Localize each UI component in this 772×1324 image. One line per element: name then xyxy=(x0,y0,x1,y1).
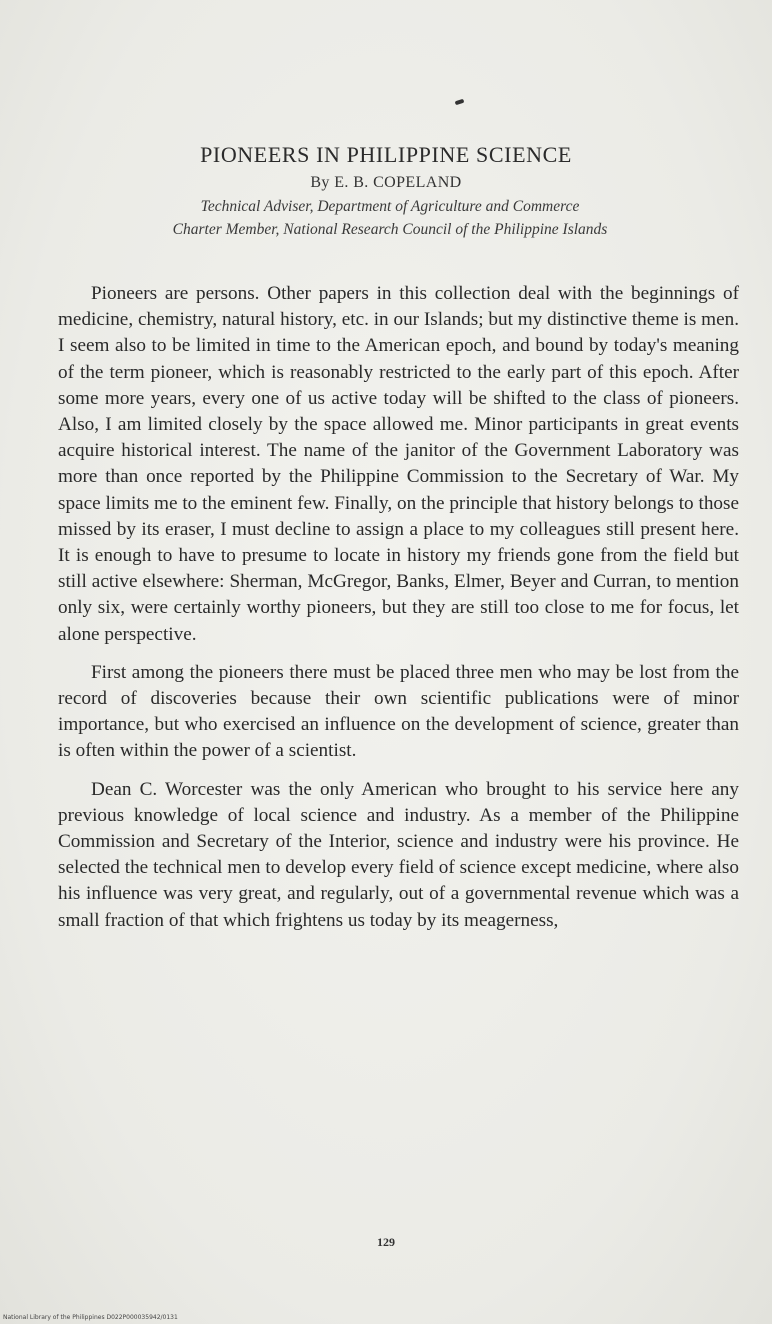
article-title: PIONEERS IN PHILIPPINE SCIENCE xyxy=(200,142,572,167)
article-body xyxy=(58,281,739,946)
author-affiliation-1: Technical Adviser, Department of Agriculture and Commerce xyxy=(200,198,580,215)
paragraph-2: First among the pioneers there must be placed three men who may be lost from the record of discoveries because their own scientific publications were of minor importance, but who exercised an influence on the development of science, greater than is often within the power of a scientist. xyxy=(58,661,739,762)
paragraph-1: Pioneers are persons. Other papers in this collection deal with the beginnings of medicine, chemistry, natural history, etc. in our Islands; but my distinctive theme is men. I seem also to be limited in time to the American epoch, and bound by today's meaning of the term pioneer, which is reasonably restricted to the early part of this epoch. After some more years, every one of us active today will be shifted to the class of pioneers. Also, I am limited closely by the space allowed me. Minor participants in great events acquire historical interest. The name of the janitor of the Government Laboratory was more than once reported by the Philippine Commission to the Secretary of War. My space limits me to the eminent few. Finally, on the principle that history belongs to those missed by its eraser, I must decline to assign a place to my colleagues still present here. It is enough to have to presume to locate in history my friends gone from the field but still active elsewhere: Sherman, McGregor, Banks, Elmer, Beyer and Curran, to mention only six, were certainly worthy pioneers, but they are still too close to me for focus, let alone perspective. xyxy=(58,283,739,645)
page-number: 129 xyxy=(377,1235,395,1249)
author-affiliation-2: Charter Member, National Research Council of the Philippine Islands xyxy=(172,221,608,238)
scan-footer: National Library of the Philippines D022P000035942/0131 xyxy=(3,1314,178,1321)
ink-mark xyxy=(455,99,465,106)
article-byline: By E. B. COPELAND xyxy=(310,174,462,191)
paragraph-3: Dean C. Worcester was the only American who brought to his service here any previous knowledge of local science and industry. As a member of the Philippine Commission and Secretary of the Interior, science and industry were his province. He selected the technical men to develop every field of science except medicine, where also his influence was very great, and regularly, out of a governmental revenue which was a small fraction of that which frightens us today by its meagerness, xyxy=(58,778,739,931)
